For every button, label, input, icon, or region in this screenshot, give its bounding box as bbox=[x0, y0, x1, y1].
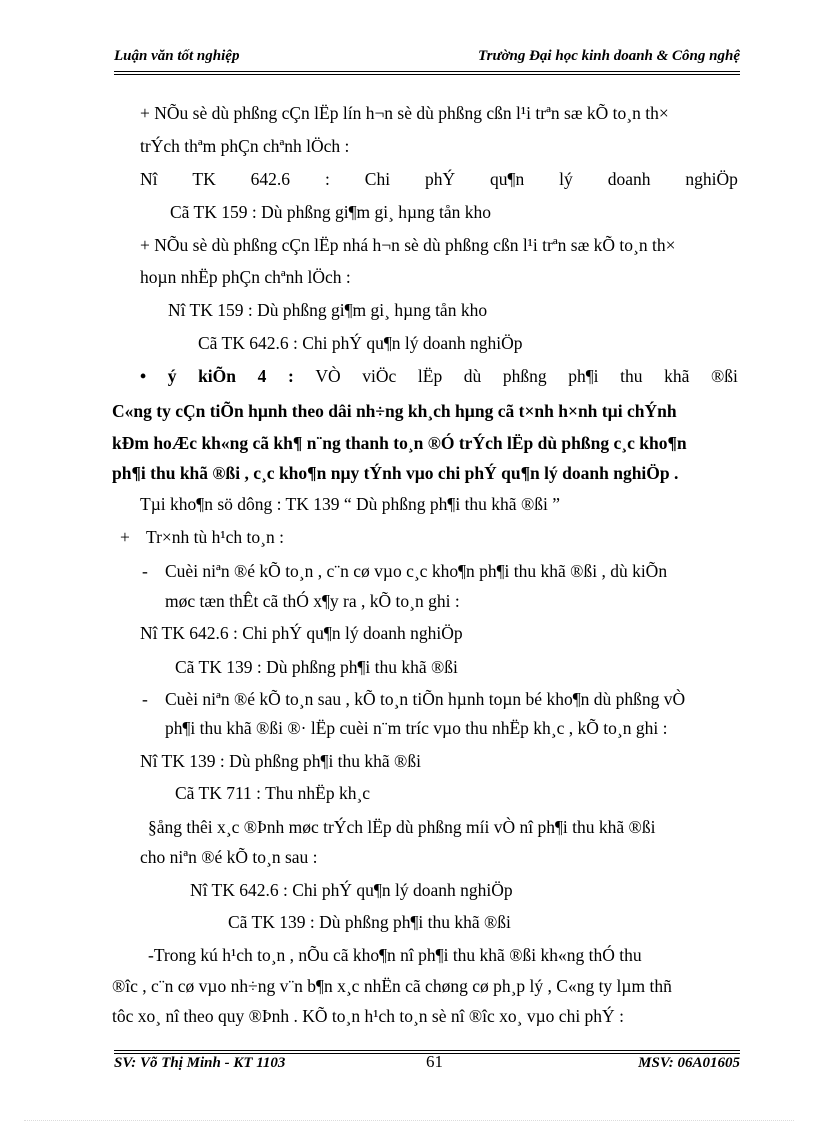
text-line: Tr×nh tù h¹ch to¸n : bbox=[146, 527, 284, 547]
word: phÝ bbox=[424, 169, 456, 189]
text-line: Cã TK 139 : Dù phßng ph¶i thu khã ®ßi bbox=[228, 912, 511, 932]
word: lý bbox=[559, 169, 573, 189]
word: nghiÖp bbox=[685, 169, 738, 189]
plus-marker: + bbox=[120, 527, 130, 547]
text-line: ph¶i thu khã ®ßi ®· lËp cuèi n¨m tríc vµo thu nhËp kh¸c , kÕ to¸n ghi : bbox=[165, 718, 668, 738]
word: lËp bbox=[417, 366, 443, 386]
word: dù bbox=[463, 366, 482, 386]
text-line: Cã TK 642.6 : Chi phÝ qu¶n lý doanh nghiÖp bbox=[198, 333, 523, 353]
text-line: trÝch thªm phÇn chªnh lÖch : bbox=[140, 136, 350, 156]
word: ®ßi bbox=[710, 366, 738, 386]
text-line: Cuèi niªn ®é kÕ to¸n , c¨n cø vµo c¸c kho¶n ph¶i thu khã ®ßi , dù kiÕn bbox=[165, 561, 668, 581]
word: Chi bbox=[364, 169, 391, 189]
word: : bbox=[287, 366, 294, 386]
text-line: hoµn nhËp phÇn chªnh lÖch : bbox=[140, 267, 351, 287]
word: 4 bbox=[257, 366, 267, 386]
word: VÒ bbox=[315, 366, 341, 386]
word: kiÕn bbox=[198, 366, 237, 386]
text-line: Cuèi niªn ®é kÕ to¸n sau , kÕ to¸n tiÕn hµnh toµn bé kho¶n dù phßng vÒ bbox=[165, 689, 686, 709]
word: Nî bbox=[140, 169, 158, 189]
word: doanh bbox=[607, 169, 651, 189]
justified-line bbox=[140, 168, 738, 190]
text-line: Cã TK 139 : Dù phßng ph¶i thu khã ®ßi bbox=[175, 657, 458, 677]
word: : bbox=[324, 169, 330, 189]
bullet-icon: • bbox=[140, 366, 147, 386]
text-line: tôc xo¸ nî theo quy ®Þnh . KÕ to¸n h¹ch to¸n sè nî ®îc xo¸ vµo chi phÝ : bbox=[112, 1006, 624, 1026]
text-line: + NÕu sè dù phßng cÇn lËp nhá h¬n sè dù phßng cßn l¹i trªn sæ kÕ to¸n th× bbox=[140, 235, 676, 255]
text-line: kÐm hoÆc kh«ng cã kh¶ n¨ng thanh to¸n ®Ó trÝch lËp dù phßng c¸c kho¶n bbox=[112, 433, 687, 453]
page-edge-divider bbox=[24, 1120, 794, 1121]
text-line: Nî TK 159 : Dù phßng gi¶m gi¸ hµng tån kho bbox=[168, 300, 488, 320]
text-line: ph¶i thu khã ®ßi , c¸c kho¶n nµy tÝnh vµo chi phÝ qu¶n lý doanh nghiÖp . bbox=[112, 463, 679, 483]
footer-student-label: SV: Võ Thị Minh - KT 1103 bbox=[114, 1055, 286, 1071]
word: ph¶i bbox=[568, 366, 599, 386]
text-line: Tµi kho¶n sö dông : TK 139 “ Dù phßng ph¶i thu khã ®ßi ” bbox=[140, 494, 560, 514]
text-line: møc tæn thÊt cã thÓ x¶y ra , kÕ to¸n ghi : bbox=[165, 591, 460, 611]
text-line: cho niªn ®é kÕ to¸n sau : bbox=[140, 847, 318, 867]
opinion-heading-line bbox=[140, 365, 738, 387]
text-line: ®îc , c¨n cø vµo nh÷ng v¨n b¶n x¸c nhËn cã chøng cø ph¸p lý , C«ng ty lµm thñ bbox=[112, 976, 672, 996]
text-line: §ång thêi x¸c ®Þnh møc trÝch lËp dù phßng míi vÒ nî ph¶i thu khã ®ßi bbox=[148, 817, 656, 837]
word: khã bbox=[664, 366, 690, 386]
word: 642.6 bbox=[250, 169, 291, 189]
word: thu bbox=[620, 366, 643, 386]
dash-marker: - bbox=[142, 561, 148, 581]
text-line: C«ng ty cÇn tiÕn hµnh theo dâi nh÷ng kh¸ch hµng cã t×nh h×nh tµi chÝnh bbox=[112, 401, 677, 421]
footer-rule-top bbox=[114, 1050, 740, 1051]
word: phßng bbox=[502, 366, 547, 386]
text-line: Cã TK 159 : Dù phßng gi¶m gi¸ hµng tån kho bbox=[170, 202, 492, 222]
text-line: -Trong kú h¹ch to¸n , nÕu cã kho¶n nî ph¶i thu khã ®ßi kh«ng thÓ thu bbox=[148, 945, 642, 965]
dash-marker: - bbox=[142, 689, 148, 709]
text-line: Cã TK 711 : Thu nhËp kh¸c bbox=[175, 783, 371, 803]
page-number: 61 bbox=[426, 1052, 443, 1071]
text-line: + NÕu sè dù phßng cÇn lËp lín h¬n sè dù phßng cßn l¹i trªn sæ kÕ to¸n th× bbox=[140, 103, 669, 123]
word: viÖc bbox=[362, 366, 397, 386]
word: ý bbox=[167, 366, 177, 386]
text-line: Nî TK 642.6 : Chi phÝ qu¶n lý doanh nghiÖp bbox=[190, 880, 513, 900]
footer-student-id: MSV: 06A01605 bbox=[638, 1055, 740, 1071]
header-thesis-label: Luận văn tốt nghiệp bbox=[114, 48, 240, 64]
text-line: Nî TK 139 : Dù phßng ph¶i thu khã ®ßi bbox=[140, 751, 421, 771]
text-line: Nî TK 642.6 : Chi phÝ qu¶n lý doanh nghiÖp bbox=[140, 623, 463, 643]
header-university-label: Trường Đại học kinh doanh & Công nghệ bbox=[478, 48, 740, 64]
word: qu¶n bbox=[490, 169, 525, 189]
word: TK bbox=[192, 169, 216, 189]
